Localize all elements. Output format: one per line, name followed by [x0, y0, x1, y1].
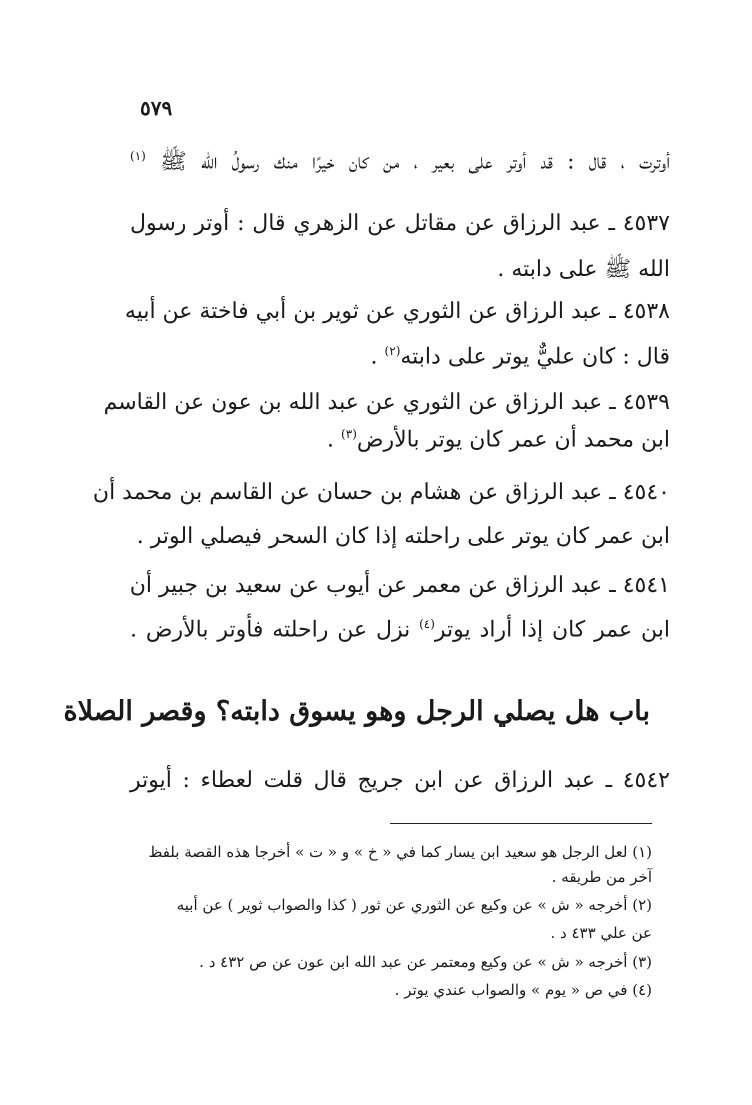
footnote-1: (١) لعل الرجل هو سعيد ابن يسار كما في « خ » و « ت » أخرجا هذه القصة بلفظ: [148, 843, 652, 861]
text-line-1-text: أوترت ، قال : قد أوتر على بعير ، من كان خيرًا منك رسولُ الله ﷺ: [160, 149, 670, 175]
hadith-4542-line-1: ٤٥٤٢ ـ عبد الرزاق عن ابن جريج قال قلت لعطاء : أيوتر: [130, 768, 670, 793]
footnote-4: (٤) في ص « يوم » والصواب عندي يوتر .: [394, 981, 652, 999]
footnote-marker-1: (١): [130, 149, 146, 163]
hadith-4538-line-1: ٤٥٣٨ ـ عبد الرزاق عن الثوري عن ثوير بن أبي فاختة عن أبيه: [124, 299, 670, 324]
hadith-4539-line-2-text: ابن محمد أن عمر كان يوتر بالأرض: [356, 427, 670, 453]
hadith-4541-line-2-rest: نزل عن راحلته فأوتر بالأرض .: [130, 617, 411, 643]
hadith-4539-line-2: [130, 428, 670, 451]
footnote-2-cont: عن علي ٤٣٣ د .: [550, 924, 652, 942]
hadith-4538-end: .: [370, 344, 385, 370]
hadith-4541-line-2: [130, 618, 670, 641]
page-number: ٥٧٩: [140, 96, 173, 120]
hadith-4541-line-1: ٤٥٤١ ـ عبد الرزاق عن معمر عن أيوب عن سعيد بن جبير أن: [129, 573, 670, 598]
footnote-2: (٢) أخرجه « ش » عن وكيع عن الثوري عن ثور ( كذا والصواب ثوير ) عن أبيه: [176, 896, 652, 914]
footnote-divider: [390, 823, 652, 824]
hadith-4540-line-1: ٤٥٤٠ ـ عبد الرزاق عن هشام بن حسان عن القاسم بن محمد أن: [92, 480, 670, 505]
footnote-1-cont: آخر من طريقه .: [551, 868, 652, 886]
hadith-4538-line-2-text: قال : كان عليٌّ يوتر على دابته: [400, 344, 670, 370]
footnote-marker-4: (٤): [419, 617, 435, 631]
hadith-4537-line-1: ٤٥٣٧ ـ عبد الرزاق عن مقاتل عن الزهري قال : أوتر رسول: [130, 211, 670, 236]
hadith-4540-line-2: ابن عمر كان يوتر على راحلته إذا كان السحر فيصلي الوتر .: [136, 524, 670, 549]
hadith-4538-line-2: [130, 345, 670, 368]
hadith-4541-line-2-text: ابن عمر كان إذا أراد يوتر: [434, 617, 670, 643]
hadith-4539-end: .: [327, 427, 342, 453]
text-line-1: [130, 150, 670, 173]
hadith-4537-line-2: الله ﷺ على دابته .: [497, 257, 670, 282]
footnote-marker-2: (٢): [384, 344, 401, 358]
footnote-marker-3: (٣): [341, 427, 357, 441]
footnote-3: (٣) أخرجه « ش » عن وكيع ومعتمر عن عبد الله ابن عون عن ص ٤٣٢ د .: [199, 953, 652, 971]
chapter-heading: باب هل يصلي الرجل وهو يسوق دابته؟ وقصر الصلاة: [63, 696, 650, 727]
hadith-4539-line-1: ٤٥٣٩ ـ عبد الرزاق عن الثوري عن عبد الله بن عون عن القاسم: [103, 390, 670, 415]
